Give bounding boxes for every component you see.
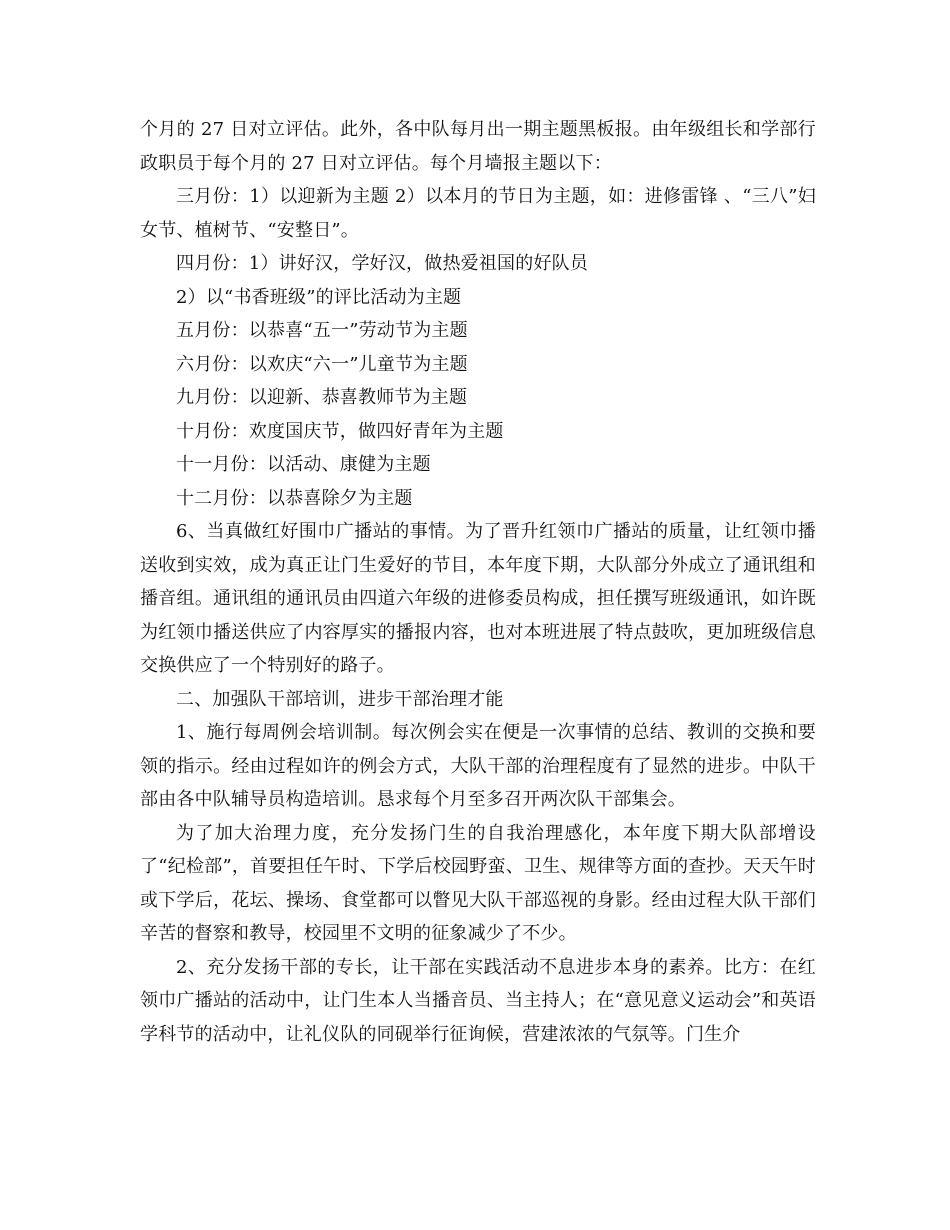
paragraph: 个月的 27 日对立评估。此外，各中队每月出一期主题黑板报。由年级组长和学部行政职员于每个月的 27 日对立评估。每个月墙报主题以下： — [140, 119, 816, 174]
paragraph: 四月份：1）讲好汉，学好汉，做热爱祖国的好队员 — [176, 253, 589, 274]
paragraph: 2、充分发扬干部的专长，让干部在实践活动不息进步本身的素养。比方：在红领巾广播站的活动中，让门生本人当播音员、当主持人；在“意见意义运动会”和英语学科节的活动中，让礼仪队的同砚举行征询候，营建浓浓的气氛等。门生介 — [140, 956, 816, 1045]
paragraph: 九月份：以迎新、恭喜教师节为主题 — [176, 387, 468, 408]
paragraph: 为了加大治理力度，充分发扬门生的自我治理感化，本年度下期大队部增设了“纪检部”，首要担任午时、下学后校园野蛮、卫生、规律等方面的查抄。天天午时或下学后，花坛、操场、食堂都可以瞥见大队干部巡视的身影。经由过程大队干部们辛苦的督察和教导，校园里不文明的征象减少了不少。 — [140, 822, 816, 944]
paragraph: 十一月份：以活动、康健为主题 — [176, 454, 431, 475]
paragraph: 2）以“书香班级”的评比活动为主题 — [176, 286, 462, 308]
paragraph: 五月份：以恭喜“五一”劳动节为主题 — [176, 320, 468, 341]
paragraph: 三月份：1）以迎新为主题 2）以本月的节日为主题，如：进修雷锋 、“三八”妇女节、植树节、“安整日”。 — [140, 186, 816, 241]
paragraph: 6、当真做红好围巾广播站的事情。为了晋升红领巾广播站的质量，让红领巾播送收到实效，成为真正让门生爱好的节目，本年度下期，大队部分外成立了通讯组和播音组。通讯组的通讯员由四道六年级的进修委员构成，担任撰写班级通讯，如许既为红领巾播送供应了内容厚实的播报内容，也对本班进展了特点鼓吹，更加班级信息交换供应了一个特别好的路子。 — [140, 521, 816, 676]
paragraph: 十月份：欢度国庆节，做四好青年为主题 — [176, 420, 504, 442]
paragraph: 十二月份：以恭喜除夕为主题 — [176, 487, 413, 509]
section-heading: 二、加强队干部培训，进步干部治理才能 — [176, 688, 504, 710]
paragraph: 六月份：以欢庆“六一”儿童节为主题 — [176, 353, 468, 375]
paragraph: 1、施行每周例会培训制。每次例会实在便是一次事情的总结、教训的交换和要领的指示。经由过程如许的例会方式，大队干部的治理程度有了显然的进步。中队干部由各中队辅导员构造培训。恳求每个月至多召开两次队干部集会。 — [140, 722, 816, 810]
document-body — [140, 113, 816, 1051]
